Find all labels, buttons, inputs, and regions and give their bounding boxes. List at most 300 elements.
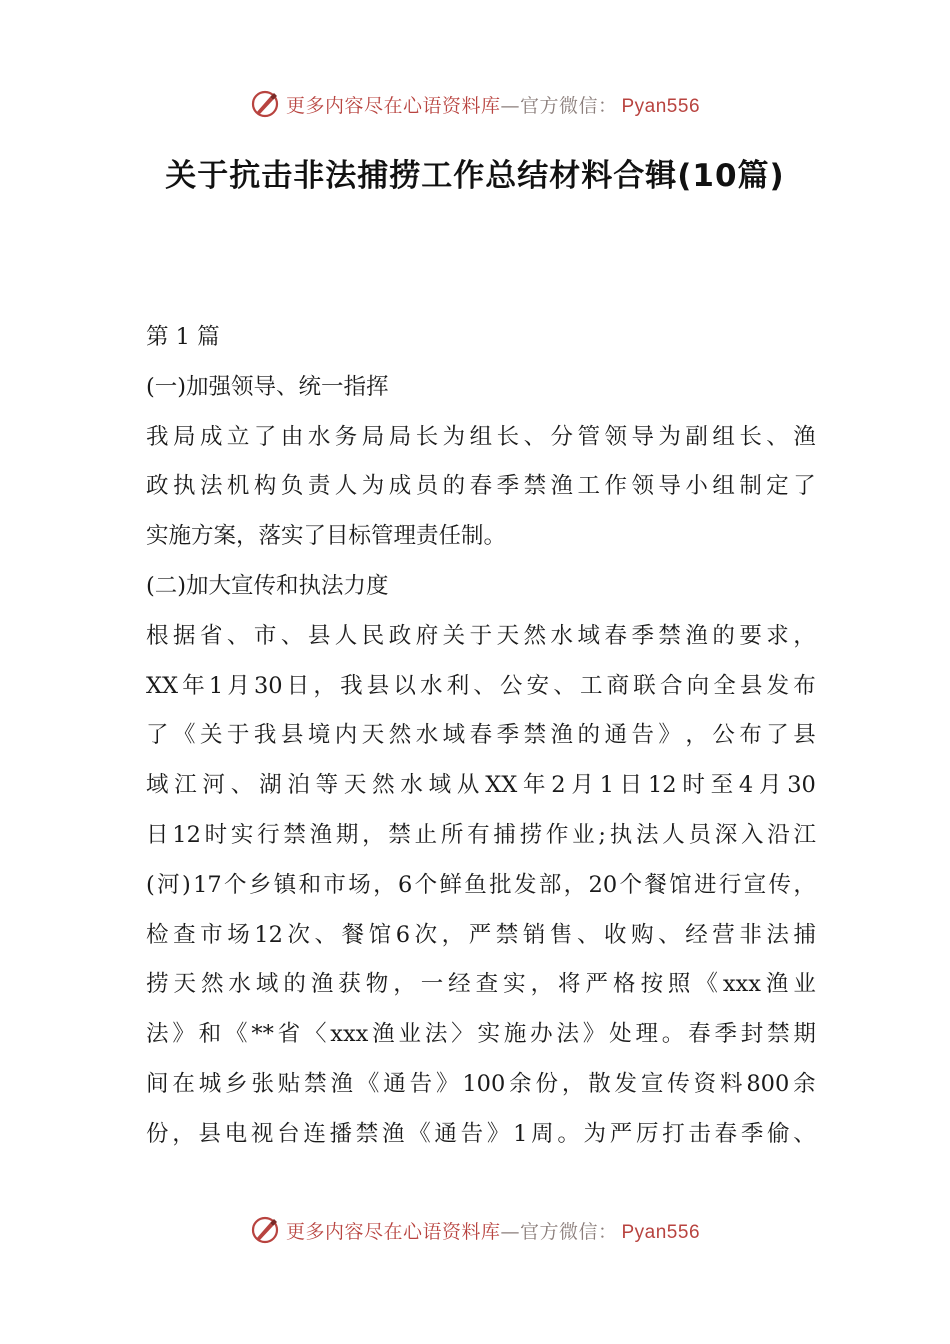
glyph: xxx <box>722 971 761 998</box>
glyph: 止 <box>414 821 438 848</box>
glyph: 日 <box>619 772 643 799</box>
glyph: 领 <box>631 473 654 500</box>
glyph: 实 <box>230 821 254 848</box>
glyph: 长 <box>415 423 439 450</box>
glyph: 河 <box>202 772 226 799</box>
glyph: 余 <box>509 1070 532 1097</box>
glyph: 处 <box>609 1021 632 1048</box>
glyph: 4 <box>738 772 754 799</box>
glyph: 渔 <box>550 473 574 500</box>
glyph: 禁 <box>388 821 411 848</box>
glyph: 渔 <box>309 821 333 848</box>
body-line <box>146 711 816 761</box>
glyph: 然 <box>523 622 547 649</box>
glyph: 了 <box>253 423 277 450</box>
glyph: 、 <box>523 423 547 450</box>
glyph: 天 <box>173 971 196 998</box>
glyph: 。 <box>661 1021 685 1048</box>
pen-logo-icon <box>250 1215 280 1245</box>
glyph: 《 <box>408 1120 431 1147</box>
glyph: 成 <box>199 423 223 450</box>
glyph: 购 <box>631 921 654 948</box>
glyph: ， <box>793 622 816 649</box>
glyph: 通 <box>604 722 627 749</box>
body-line <box>146 1110 816 1160</box>
glyph: 将 <box>558 971 581 998</box>
document-title: 关于抗击非法捕捞工作总结材料合辑(10篇) <box>165 158 785 194</box>
glyph: 、 <box>314 921 338 948</box>
subsection-heading: (二)加大宣传和执法力度 <box>146 572 389 599</box>
glyph: 天 <box>343 772 367 799</box>
glyph: 我 <box>340 672 363 699</box>
glyph: 传 <box>768 871 792 898</box>
glyph: 电 <box>224 1120 248 1147</box>
glyph: 府 <box>415 622 439 649</box>
glyph: 以 <box>393 672 416 699</box>
glyph: 水 <box>415 722 439 749</box>
glyph: 季 <box>740 1120 764 1147</box>
glyph: 次 <box>287 921 310 948</box>
glyph: 》 <box>658 722 681 749</box>
glyph: 、 <box>553 672 576 699</box>
glyph: 2 <box>551 772 566 799</box>
glyph: 营 <box>712 921 735 948</box>
glyph: 视 <box>250 1120 274 1147</box>
glyph: 长 <box>739 423 762 450</box>
glyph: 于 <box>469 622 493 649</box>
glyph: 、 <box>230 772 254 799</box>
glyph: 场 <box>227 921 250 948</box>
glyph: 合 <box>659 672 683 699</box>
glyph: ， <box>441 921 465 948</box>
glyph: 副 <box>685 423 708 450</box>
glyph: 机 <box>226 473 250 500</box>
glyph: 为 <box>442 423 466 450</box>
glyph: 业 <box>572 821 595 848</box>
glyph: 进 <box>694 871 717 898</box>
glyph: 水 <box>400 772 423 799</box>
glyph: 于 <box>226 722 250 749</box>
glyph: 100 <box>462 1070 506 1097</box>
glyph: 泊 <box>287 772 310 799</box>
glyph: 关 <box>442 622 466 649</box>
glyph: 严 <box>609 1120 633 1147</box>
glyph: 30 <box>253 672 283 699</box>
glyph: 场 <box>348 871 371 898</box>
glyph: 销 <box>522 921 546 948</box>
glyph: 为 <box>583 1120 607 1147</box>
glyph: 告 <box>460 1120 484 1147</box>
glyph: 渔 <box>310 971 334 998</box>
glyph: 工 <box>579 672 603 699</box>
body-line <box>146 861 816 911</box>
glyph: 检 <box>146 921 169 948</box>
glyph: 打 <box>662 1120 685 1147</box>
glyph: 发 <box>513 871 537 898</box>
glyph: 河 <box>157 871 180 898</box>
glyph: 我 <box>253 722 277 749</box>
glyph: 法 <box>556 1021 579 1048</box>
glyph: 法 <box>146 1021 169 1048</box>
glyph: 通 <box>383 1070 406 1097</box>
glyph: 1 <box>208 672 224 699</box>
glyph: ， <box>373 871 396 898</box>
glyph: 物 <box>365 971 389 998</box>
glyph: 20 <box>588 871 618 898</box>
glyph: 、 <box>658 921 681 948</box>
glyph: 了 <box>766 722 789 749</box>
glyph: 散 <box>588 1070 611 1097</box>
subsection-heading: (一)加强领导、统一指挥 <box>146 373 389 400</box>
glyph: 季 <box>714 1021 737 1048</box>
glyph: 禁 <box>523 473 547 500</box>
glyph: 全 <box>713 672 736 699</box>
glyph: 市 <box>323 871 346 898</box>
glyph: 法 <box>766 921 789 948</box>
body-line <box>146 1010 816 1060</box>
glyph: 季 <box>496 473 520 500</box>
glyph: 1 <box>599 772 614 799</box>
glyph: 。 <box>557 1120 580 1147</box>
glyph: 导 <box>631 423 654 450</box>
glyph: ， <box>563 871 587 898</box>
glyph: 、 <box>576 921 600 948</box>
glyph: 水 <box>228 971 251 998</box>
glyph: 定 <box>766 473 789 500</box>
glyph: 份 <box>535 1070 558 1097</box>
glyph: 求 <box>766 622 789 649</box>
glyph: 月 <box>758 772 782 799</box>
glyph: 禁 <box>658 622 681 649</box>
body-line: 实施方案，落实了目标管理责任制。 <box>146 523 507 550</box>
glyph: ; <box>598 821 606 848</box>
glyph: 天 <box>496 622 520 649</box>
glyph: 域 <box>146 772 169 799</box>
glyph: 长 <box>496 423 520 450</box>
glyph: 和 <box>198 1021 222 1048</box>
glyph: 宣 <box>743 871 767 898</box>
glyph: 小 <box>685 473 708 500</box>
glyph: 捞 <box>519 821 543 848</box>
glyph: 《 <box>695 971 718 998</box>
glyph: 水 <box>420 672 443 699</box>
glyph: 》 <box>172 1021 195 1048</box>
glyph: 人 <box>334 473 358 500</box>
glyph: 境 <box>307 722 331 749</box>
glyph: 江 <box>793 821 816 848</box>
body-line <box>146 612 816 662</box>
glyph: 一 <box>420 971 444 998</box>
glyph: 业 <box>793 971 816 998</box>
glyph: 发 <box>766 672 790 699</box>
glyph: XX <box>485 772 518 799</box>
section-heading: 第 1 篇 <box>146 324 220 350</box>
glyph: 县 <box>366 672 390 699</box>
glyph: 要 <box>739 622 762 649</box>
glyph: 连 <box>303 1120 326 1147</box>
glyph: 成 <box>388 473 412 500</box>
glyph: 制 <box>739 473 762 500</box>
watermark-text: 更多内容尽在心语资料库—官方微信： Pyan556 <box>285 94 701 117</box>
glyph: 春 <box>469 722 493 749</box>
glyph: 作 <box>545 821 569 848</box>
body-line <box>146 761 816 811</box>
glyph: 然 <box>372 772 395 799</box>
glyph: 、 <box>226 622 250 649</box>
glyph: 周 <box>531 1120 554 1147</box>
glyph: 餐 <box>341 921 365 948</box>
glyph: 春 <box>714 1120 738 1147</box>
glyph: 所 <box>440 821 464 848</box>
glyph: 个 <box>224 871 247 898</box>
glyph: 偷 <box>767 1120 790 1147</box>
glyph: 等 <box>315 772 339 799</box>
glyph: 捕 <box>493 821 516 848</box>
glyph: 获 <box>338 971 361 998</box>
body-line <box>146 911 816 961</box>
glyph: 的 <box>577 722 601 749</box>
glyph: 安 <box>526 672 550 699</box>
glyph: 800 <box>746 1070 790 1097</box>
glyph: 批 <box>489 871 512 898</box>
glyph: ， <box>172 1120 195 1147</box>
glyph: 贴 <box>277 1070 301 1097</box>
glyph: 鲜 <box>439 871 462 898</box>
glyph: 〉 <box>451 1021 474 1048</box>
glyph: 湖 <box>259 772 282 799</box>
glyph: 工 <box>577 473 601 500</box>
glyph: 渔 <box>550 722 574 749</box>
glyph: 人 <box>334 622 358 649</box>
body-line <box>146 413 816 463</box>
glyph: 政 <box>146 473 169 500</box>
glyph: 局 <box>172 423 196 450</box>
glyph: 渔 <box>381 1120 405 1147</box>
glyph: 禁 <box>283 821 306 848</box>
glyph: 了 <box>793 473 816 500</box>
glyph: 渔 <box>372 1021 395 1048</box>
glyph: 的 <box>283 971 306 998</box>
glyph: 1 <box>513 1120 528 1147</box>
glyph: 然 <box>200 971 224 998</box>
glyph: 组 <box>712 473 735 500</box>
glyph: 域 <box>428 772 452 799</box>
glyph: 我 <box>146 423 169 450</box>
glyph: 馆 <box>669 871 692 898</box>
glyph: 季 <box>631 622 654 649</box>
glyph: 查 <box>475 971 499 998</box>
glyph: 从 <box>456 772 480 799</box>
glyph: 入 <box>740 821 764 848</box>
glyph: 按 <box>640 971 663 998</box>
glyph: 组 <box>469 423 493 450</box>
glyph: 严 <box>468 921 492 948</box>
glyph: 乡 <box>248 871 272 898</box>
pen-logo-icon <box>250 89 280 119</box>
glyph: 12 <box>647 772 677 799</box>
glyph: 资 <box>693 1070 717 1097</box>
body-line <box>146 662 816 712</box>
glyph: ， <box>393 971 416 998</box>
glyph: 法 <box>635 821 659 848</box>
glyph: 市 <box>200 921 223 948</box>
glyph: ， <box>793 871 816 898</box>
glyph: 6 <box>397 871 413 898</box>
body-line <box>146 1060 816 1110</box>
glyph: 发 <box>614 1070 638 1097</box>
glyph: 深 <box>714 821 738 848</box>
glyph: 17 <box>193 871 222 898</box>
glyph: 市 <box>253 622 277 649</box>
glyph: XX <box>146 672 179 699</box>
glyph: 个 <box>414 871 438 898</box>
glyph: 领 <box>604 423 627 450</box>
glyph: 域 <box>577 622 601 649</box>
glyph: 县 <box>739 672 763 699</box>
glyph: 春 <box>688 1021 711 1048</box>
glyph: 导 <box>658 473 681 500</box>
glyph: 办 <box>530 1021 553 1048</box>
glyph: 年 <box>182 672 205 699</box>
glyph: 时 <box>682 772 705 799</box>
glyph: 为 <box>361 473 385 500</box>
glyph: ， <box>561 1070 585 1097</box>
glyph: 传 <box>667 1070 690 1097</box>
glyph: 》 <box>486 1120 510 1147</box>
glyph: 张 <box>251 1070 274 1097</box>
glyph: 宣 <box>640 1070 664 1097</box>
glyph: 省 <box>277 1021 301 1048</box>
document-body <box>146 313 816 1160</box>
glyph: 》 <box>582 1021 606 1048</box>
glyph: ， <box>362 821 385 848</box>
watermark-text: 更多内容尽在心语资料库—官方微信： Pyan556 <box>285 1220 701 1243</box>
glyph: 管 <box>577 423 601 450</box>
glyph: 时 <box>204 821 228 848</box>
glyph: 局 <box>361 423 385 450</box>
glyph: 播 <box>329 1120 353 1147</box>
body-line <box>146 462 816 512</box>
glyph: 收 <box>604 921 627 948</box>
glyph: 年 <box>522 772 546 799</box>
glyph: 天 <box>361 722 385 749</box>
glyph: 利 <box>446 672 470 699</box>
glyph: 县 <box>198 1120 221 1147</box>
glyph: ， <box>530 971 554 998</box>
glyph: 构 <box>253 473 277 500</box>
glyph: ( <box>146 871 155 898</box>
glyph: 照 <box>667 971 691 998</box>
glyph: 餐 <box>644 871 667 898</box>
glyph: 禁 <box>495 921 519 948</box>
glyph: 期 <box>335 821 359 848</box>
glyph: 有 <box>467 821 490 848</box>
glyph: 查 <box>173 921 196 948</box>
glyph: 由 <box>280 423 304 450</box>
body-line <box>146 960 816 1010</box>
glyph: 分 <box>550 423 574 450</box>
glyph: 、 <box>280 622 304 649</box>
glyph: 日 <box>146 821 169 848</box>
glyph: 渔 <box>765 971 789 998</box>
glyph: 厉 <box>635 1120 659 1147</box>
glyph: 经 <box>448 971 471 998</box>
glyph: 理 <box>635 1021 658 1048</box>
glyph: 联 <box>633 672 656 699</box>
header-watermark <box>0 84 950 124</box>
glyph: 料 <box>719 1070 743 1097</box>
glyph: 《 <box>224 1021 248 1048</box>
glyph: 通 <box>434 1120 457 1147</box>
glyph: 季 <box>496 722 520 749</box>
glyph: 、 <box>766 423 789 450</box>
glyph: 员 <box>688 821 711 848</box>
glyph: 告 <box>409 1070 433 1097</box>
glyph: 实 <box>477 1021 500 1048</box>
glyph: 渔 <box>330 1070 354 1097</box>
glyph: 严 <box>585 971 609 998</box>
glyph: 镇 <box>273 871 297 898</box>
glyph: 禁 <box>767 1021 790 1048</box>
glyph: 省 <box>199 622 223 649</box>
glyph: 县 <box>793 722 816 749</box>
glyph: 〈 <box>303 1021 327 1048</box>
glyph: 和 <box>298 871 322 898</box>
glyph: 经 <box>685 921 708 948</box>
glyph: 民 <box>361 622 385 649</box>
glyph: 格 <box>612 971 636 998</box>
glyph: 禁 <box>304 1070 327 1097</box>
glyph: 春 <box>469 473 493 500</box>
glyph: 执 <box>172 473 196 500</box>
glyph: 江 <box>174 772 197 799</box>
glyph: 台 <box>277 1120 300 1147</box>
glyph: 击 <box>688 1120 711 1147</box>
glyph: 根 <box>146 622 169 649</box>
glyph: 法 <box>424 1021 448 1048</box>
glyph: 作 <box>604 473 627 500</box>
glyph: 向 <box>686 672 710 699</box>
glyph: 月 <box>571 772 594 799</box>
glyph: 封 <box>740 1021 764 1048</box>
glyph: 告 <box>631 722 654 749</box>
glyph: 的 <box>712 622 735 649</box>
glyph: 、 <box>473 672 496 699</box>
body-line <box>146 811 816 861</box>
glyph: 域 <box>442 722 466 749</box>
glyph: 个 <box>619 871 642 898</box>
glyph: 间 <box>146 1070 169 1097</box>
glyph: 局 <box>388 423 412 450</box>
glyph: 捕 <box>793 921 816 948</box>
glyph: 行 <box>718 871 742 898</box>
glyph: 月 <box>227 672 250 699</box>
glyph: 负 <box>280 473 304 500</box>
glyph: 捞 <box>146 971 169 998</box>
glyph: 商 <box>606 672 630 699</box>
glyph: 沿 <box>767 821 790 848</box>
glyph: 12 <box>254 921 283 948</box>
glyph: 日 <box>286 672 310 699</box>
glyph: 行 <box>257 821 280 848</box>
glyph: 实 <box>503 971 526 998</box>
glyph: 鱼 <box>464 871 487 898</box>
glyph: 关 <box>199 722 223 749</box>
glyph: 内 <box>334 722 358 749</box>
footer-watermark <box>0 1210 950 1250</box>
glyph: 余 <box>793 1070 816 1097</box>
glyph: 为 <box>658 423 681 450</box>
